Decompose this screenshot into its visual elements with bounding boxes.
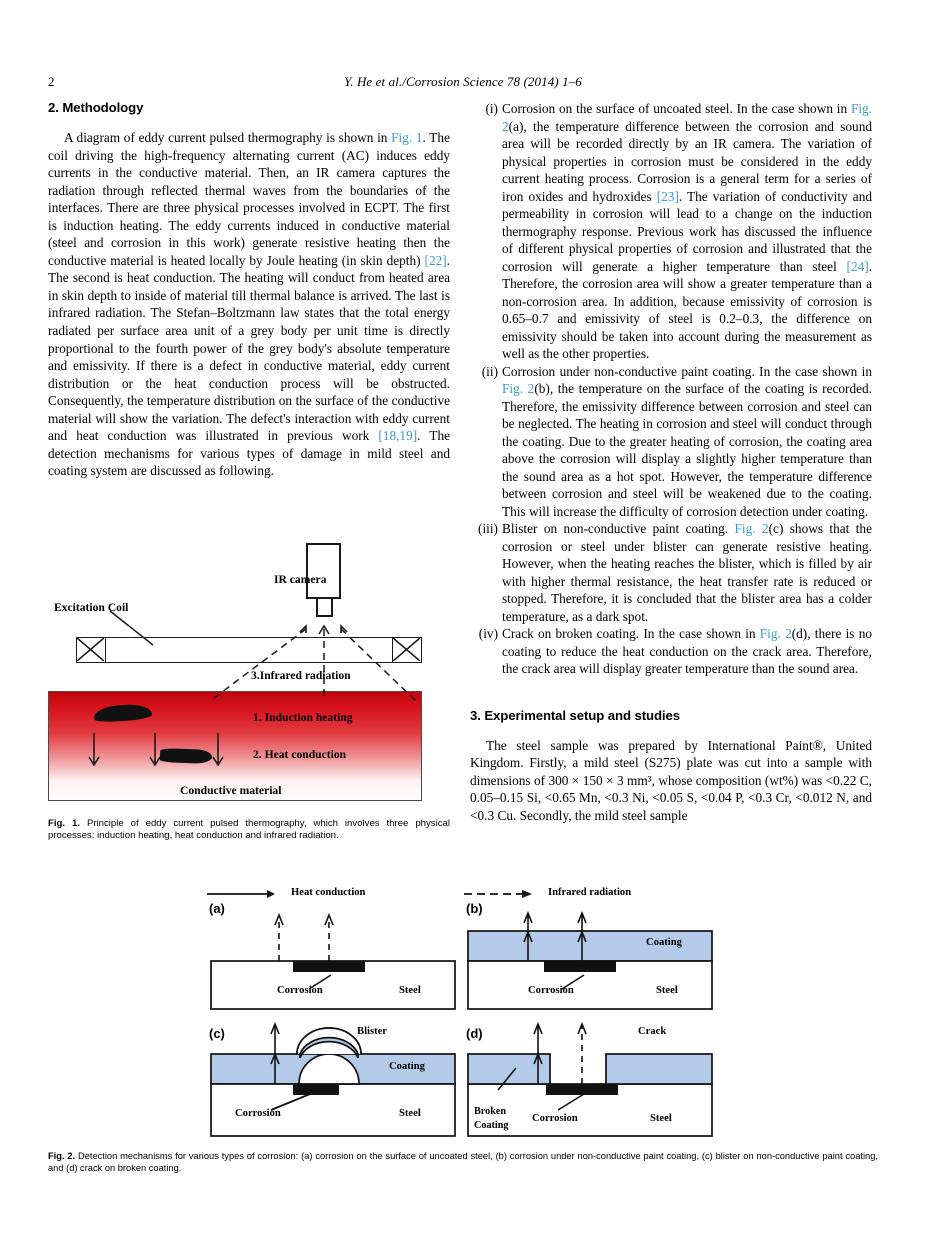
panel-c-corrosion-label: Corrosion (235, 1108, 281, 1119)
figure-1-graphic (48, 533, 450, 813)
figure-2-caption-label: Fig. 2. (48, 1151, 76, 1161)
panel-c-label: (c) (209, 1026, 225, 1041)
panel-b-graphic (460, 885, 720, 1011)
panel-c-blister-label: Blister (357, 1026, 388, 1037)
citation-link-22[interactable]: [22] (424, 252, 447, 268)
panel-c-graphic (203, 1018, 463, 1144)
label-conductive-material: Conductive material (180, 784, 282, 797)
label-excitation-coil: Excitation Coil (54, 601, 129, 614)
citation-link-18-19[interactable]: [18,19] (378, 428, 418, 444)
methodology-paragraph (48, 129, 450, 480)
citation-link-fig2[interactable]: Fig. 2 (502, 381, 535, 396)
list-marker: (iv) (478, 626, 498, 641)
figure-1-overlay (48, 533, 450, 813)
text-run: . Therefore, the corrosion area will show a greater temperature than a non-corrosion area. In addition, because emissivity of corrosion is 0.65–0.7 and emissivity of steel is 0.2–0.3, the difference on emissivity should be taken into account during the measurement as well as the other properties. (502, 258, 872, 361)
coating-segment-right (606, 1054, 712, 1084)
corrosion-slab (293, 961, 365, 972)
citation-link-fig2[interactable]: Fig. 2 (734, 521, 769, 536)
text-run: (c) shows that the corrosion or steel under blister can generate resistive heating. However, when the heating reaches the blister, which is filled by air with higher thermal resistance, the heat transfer rate is reduced or stopped. Therefore, it is concluded that the blister area has a colder temperature, as a dark spot. (502, 521, 872, 624)
detection-mechanism-list (470, 100, 872, 678)
text-run: . The detection mechanisms for various types of damage in mild steel and coating system are discussed as following. (48, 428, 450, 479)
left-column (48, 100, 450, 480)
ir-ray-left (210, 629, 306, 701)
list-item (470, 520, 872, 625)
panel-a-label: (a) (209, 901, 225, 916)
list-item (470, 625, 872, 678)
label-induction-heating: 1. Induction heating (253, 711, 353, 724)
ir-ray-right (341, 629, 416, 701)
corrosion-slab (544, 961, 616, 972)
panel-a-steel-label: Steel (399, 985, 421, 996)
panel-b-label: (b) (466, 901, 483, 916)
section-heading-methodology: 2. Methodology (48, 100, 144, 115)
corrosion-slab (293, 1084, 339, 1095)
panel-b-coating-label: Coating (646, 937, 682, 948)
figure-1-caption (48, 818, 450, 843)
journal-running-title: Y. He et al./Corrosion Science 78 (2014) 1–6 (344, 74, 582, 89)
text-run: (b), the temperature on the surface of the coating is recorded. Therefore, the emissivity difference between corrosion and steel can be neglected. The heating in corrosion and steel will conduct through the coating. Due to the greater heating of corrosion, the coating area above the corrosion will display a slightly higher temperature than the sound area as a hot spot. However, the temperature difference between corrosion and steel will be weakened due to the coating. This will increase the difficulty of corrosion detection under coating. (502, 381, 873, 519)
panel-b-steel-label: Steel (656, 985, 678, 996)
panel-b-corrosion-label: Corrosion (528, 985, 574, 996)
figure-1-caption-label: Fig. 1. (48, 818, 80, 829)
list-item (470, 100, 872, 363)
running-head (48, 74, 878, 92)
figure-2-panel-a (203, 885, 463, 1011)
panel-b-legend-text: Infrared radiation (548, 887, 632, 898)
panel-d-crack-label: Crack (638, 1026, 667, 1037)
citation-link-fig2[interactable]: Fig. 2 (759, 626, 792, 641)
excitation-coil-leader-line (110, 611, 153, 645)
list-marker: (i) (485, 101, 498, 116)
experimental-paragraph: The steel sample was prepared by International Paint®, United Kingdom. Firstly, a mild steel (S275) plate was cut into a sample with dimensions of 300 × 150 × 3 mm³, whose composition (wt%) was <0.22 C, 0.05–0.15 Si, <0.65 Mn, <0.3 Ni, <0.05 S, <0.04 P, <0.3 Cr, <0.012 N, and <0.3 Cu. Secondly, the mild steel sample (470, 737, 872, 823)
panel-c-steel-label: Steel (399, 1108, 421, 1119)
text-run: (d), there is no coating to reduce the heat conduction on the crack area. Therefore, the crack area will display greater temperature than the sound area. (502, 626, 872, 676)
panel-a-graphic (203, 885, 463, 1011)
label-heat-conduction: 2. Heat conduction (253, 748, 347, 761)
legend-arrow-head (522, 890, 532, 898)
right-column (470, 100, 872, 824)
heat-flow-arrows (275, 915, 333, 961)
panel-d-coating-label: Coating (474, 1120, 509, 1131)
text-run: Corrosion under non-conductive paint coating. In the case shown in (502, 363, 872, 379)
panel-d-broken-label: Broken (474, 1106, 507, 1117)
panel-a-corrosion-label: Corrosion (277, 985, 323, 996)
text-run: Corrosion on the surface of uncoated steel. In the case shown in (502, 101, 851, 116)
text-run: . The variation of conductivity and permeability in corrosion will lead to a change on the induction thermography response. Previous work has discussed the influence of different physical properties of corrosion and illustrated that the corrosion will generate a higher temperature than steel (502, 188, 872, 274)
corrosion-slab (546, 1084, 618, 1095)
figure-2-panel-b (460, 885, 720, 1011)
figure-2-panel-c (203, 1018, 463, 1144)
citation-link-fig2[interactable]: Fig. 2 (502, 101, 872, 134)
text-run: A diagram of eddy current pulsed thermography is shown in (64, 130, 392, 145)
text-run: . The coil driving the high-frequency alternating current (AC) induces eddy currents in the conductive material. Then, an IR camera captures the radiation through reflected thermal waves from the boundaries of the interfaces. There are three physical processes involved in ECPT. The first is induction heating. The eddy currents induced in conductive material (steel and corrosion in this work) generate resistive heating then the conductive material is heated locally by Joule heating (in skin depth) (48, 130, 450, 268)
figure-1-caption-text: Principle of eddy current pulsed thermography, which involves three physical processes: induction heating, heat conduction and infrared radiation. (48, 818, 450, 842)
section-heading-experimental: 3. Experimental setup and studies (470, 707, 680, 723)
panel-d-steel-label: Steel (650, 1113, 672, 1124)
panel-d-label: (d) (466, 1026, 483, 1041)
list-item (470, 363, 872, 521)
panel-c-coating-label: Coating (389, 1061, 425, 1072)
heat-conduction-arrows (89, 733, 223, 765)
list-marker: (iii) (478, 521, 498, 536)
page-number: 2 (48, 74, 55, 89)
panel-a-legend-text: Heat conduction (291, 887, 366, 898)
text-run: Crack on broken coating. In the case shown in (502, 626, 760, 641)
citation-link-23[interactable]: [23] (656, 188, 679, 204)
label-infrared-radiation: 3.Infrared radiation (251, 669, 351, 682)
figure-2 (175, 885, 725, 1145)
citation-link-fig1[interactable]: Fig. 1 (391, 130, 423, 145)
text-run: (a), the temperature difference between the corrosion and sound area will be recorded directly by an IR camera. The variation of physical properties in corrosion must be considered in the eddy current heating process. Corrosion is a general term for a series of iron oxides and hydroxides (502, 118, 872, 204)
panel-d-corrosion-label: Corrosion (532, 1113, 578, 1124)
citation-link-24[interactable]: [24] (846, 258, 869, 274)
list-marker: (ii) (481, 363, 498, 379)
text-run: . The second is heat conduction. The heating will conduct from heated area in skin depth to inside of material till thermal balance is arrived. The last is infrared radiation. The Stefan–Boltzmann law states that the total energy radiated per surface area unit of a grey body per unit time is directly proportional to the fourth power of the grey body's absolute temperature and emissivity. If there is a defect in conductive material, eddy current distribution or the heat conduction process will be obstructed. Consequently, the temperature distribution on the surface of the conductive material will show the variation. The defect's interaction with eddy current and heat conduction was illustrated in previous work (48, 252, 450, 444)
legend-arrow-head (267, 890, 275, 898)
figure-2-panel-d (460, 1018, 720, 1144)
text-run: Blister on non-conductive paint coating. (502, 521, 735, 536)
figure-2-caption (48, 1150, 878, 1174)
figure-2-caption-text: Detection mechanisms for various types of corrosion: (a) corrosion on the surface of uncoated steel, (b) corrosion under non-conductive paint coating, (c) blister on non-conductive paint coating, and (d) crack on broken coating. (48, 1151, 878, 1173)
figure-1 (48, 533, 450, 813)
label-ir-camera: IR camera (274, 573, 327, 586)
